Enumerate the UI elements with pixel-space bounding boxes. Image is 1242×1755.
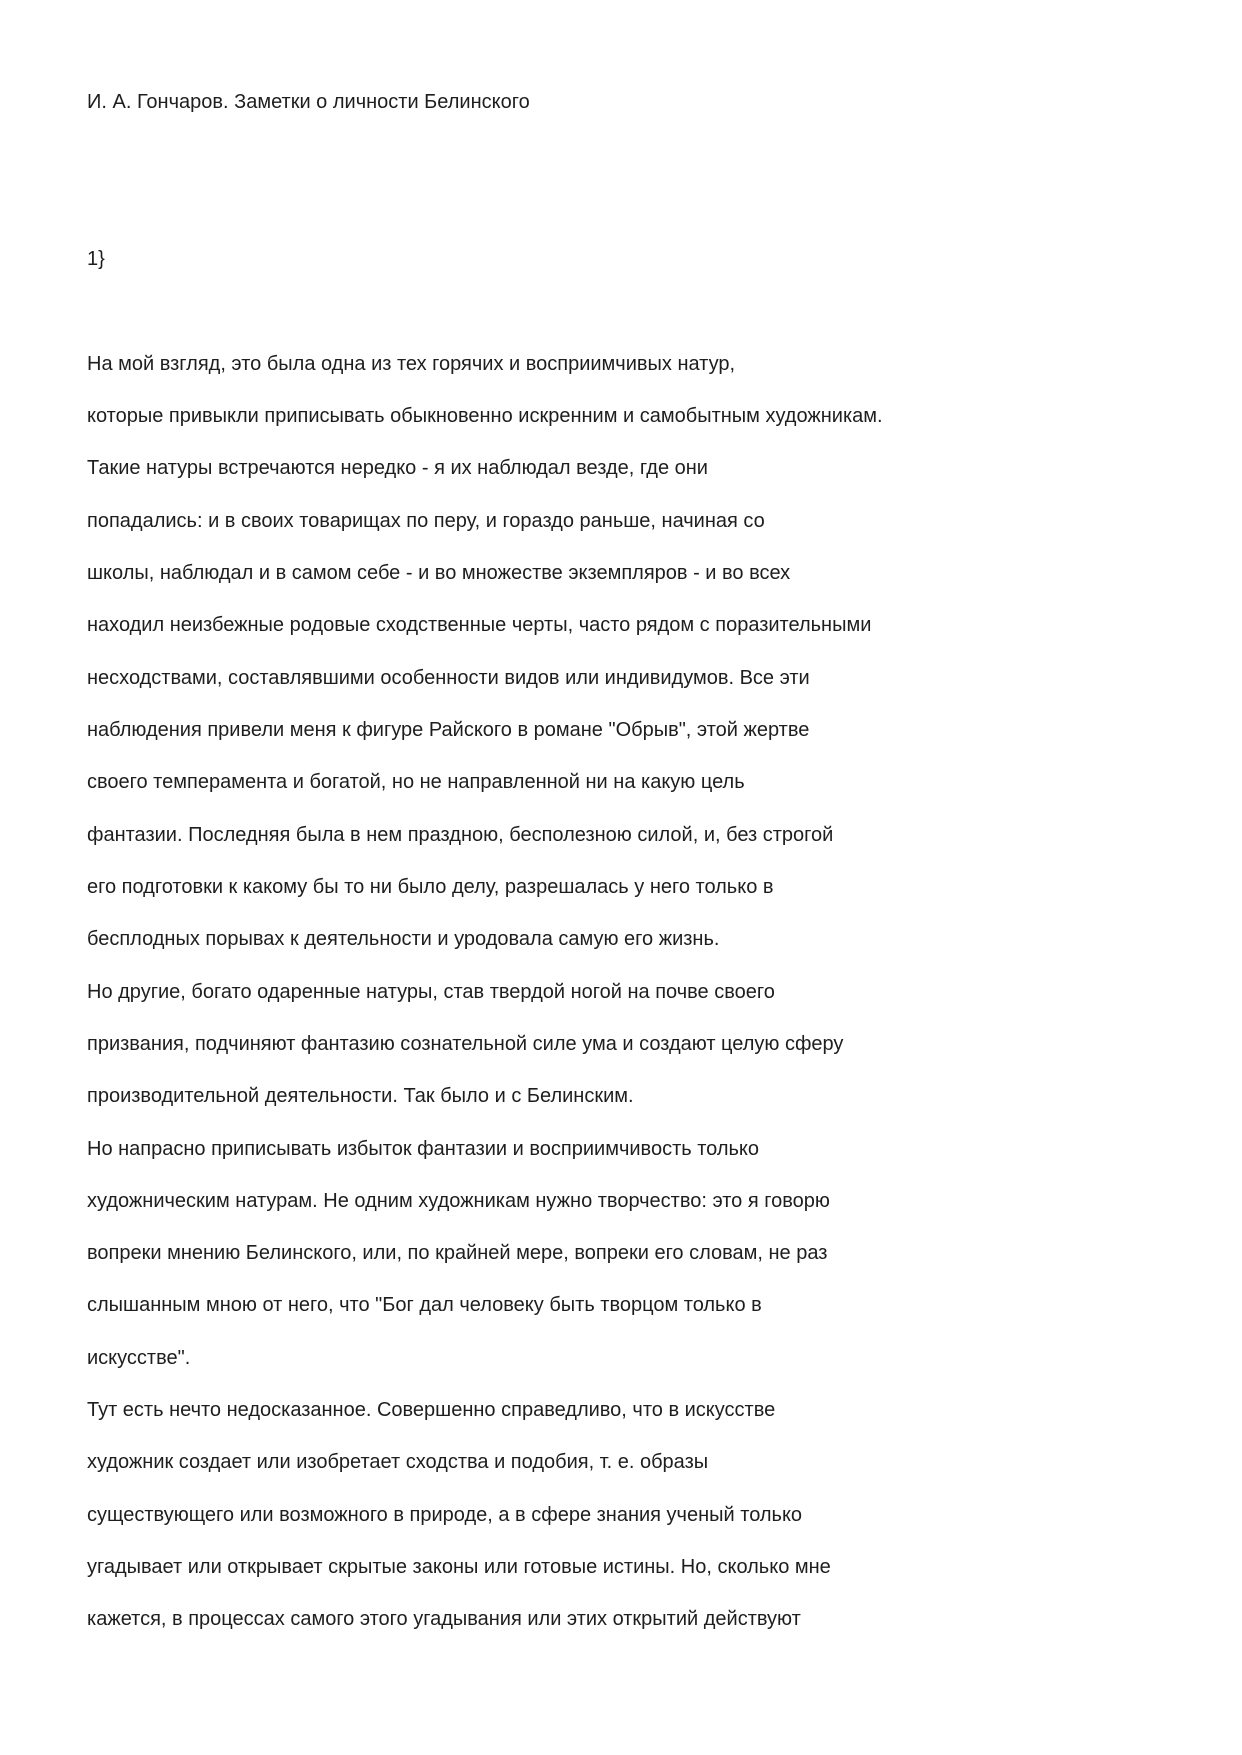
text-line: существующего или возможного в природе, а в сфере знания ученый только bbox=[87, 1504, 803, 1526]
text-line: На мой взгляд, это была одна из тех горячих и восприимчивых натур, bbox=[87, 353, 736, 375]
text-line: его подготовки к какому бы то ни было делу, разрешалась у него только в bbox=[87, 876, 774, 898]
text-line: кажется, в процессах самого этого угадывания или этих открытий действуют bbox=[87, 1608, 801, 1630]
text-line: находил неизбежные родовые сходственные черты, часто рядом с поразительными bbox=[87, 614, 872, 636]
text-line: слышанным мною от него, что "Бог дал человеку быть творцом только в bbox=[87, 1294, 762, 1316]
document-title: И. А. Гончаров. Заметки о личности Белинского bbox=[87, 91, 530, 113]
text-line: школы, наблюдал и в самом себе - и во множестве экземпляров - и во всех bbox=[87, 562, 791, 584]
section-marker: 1} bbox=[87, 248, 105, 270]
text-line: угадывает или открывает скрытые законы или готовые истины. Но, сколько мне bbox=[87, 1556, 831, 1578]
text-line: наблюдения привели меня к фигуре Райского в романе "Обрыв", этой жертве bbox=[87, 719, 810, 741]
text-line: бесплодных порывах к деятельности и уродовала самую его жизнь. bbox=[87, 928, 720, 950]
text-line: попадались: и в своих товарищах по перу, и гораздо раньше, начиная со bbox=[87, 510, 765, 532]
text-line: вопреки мнению Белинского, или, по крайней мере, вопреки его словам, не раз bbox=[87, 1242, 828, 1264]
text-line: фантазии. Последняя была в нем праздною, бесполезною силой, и, без строгой bbox=[87, 824, 834, 846]
text-line: которые привыкли приписывать обыкновенно искренним и самобытным художникам. bbox=[87, 405, 883, 427]
text-line: своего темперамента и богатой, но не направленной ни на какую цель bbox=[87, 771, 745, 793]
text-line: Но напрасно приписывать избыток фантазии и восприимчивость только bbox=[87, 1138, 760, 1160]
text-line: художническим натурам. Не одним художникам нужно творчество: это я говорю bbox=[87, 1190, 830, 1212]
text-line: Но другие, богато одаренные натуры, став твердой ногой на почве своего bbox=[87, 981, 775, 1003]
text-line: Такие натуры встречаются нередко - я их наблюдал везде, где они bbox=[87, 457, 708, 479]
text-line: несходствами, составлявшими особенности видов или индивидумов. Все эти bbox=[87, 667, 810, 689]
text-line: призвания, подчиняют фантазию сознательной силе ума и создают целую сферу bbox=[87, 1033, 844, 1055]
text-line: искусстве". bbox=[87, 1347, 191, 1369]
text-line: Тут есть нечто недосказанное. Совершенно справедливо, что в искусстве bbox=[87, 1399, 776, 1421]
text-line: художник создает или изобретает сходства и подобия, т. е. образы bbox=[87, 1451, 709, 1473]
text-line: производительной деятельности. Так было и с Белинским. bbox=[87, 1085, 634, 1107]
